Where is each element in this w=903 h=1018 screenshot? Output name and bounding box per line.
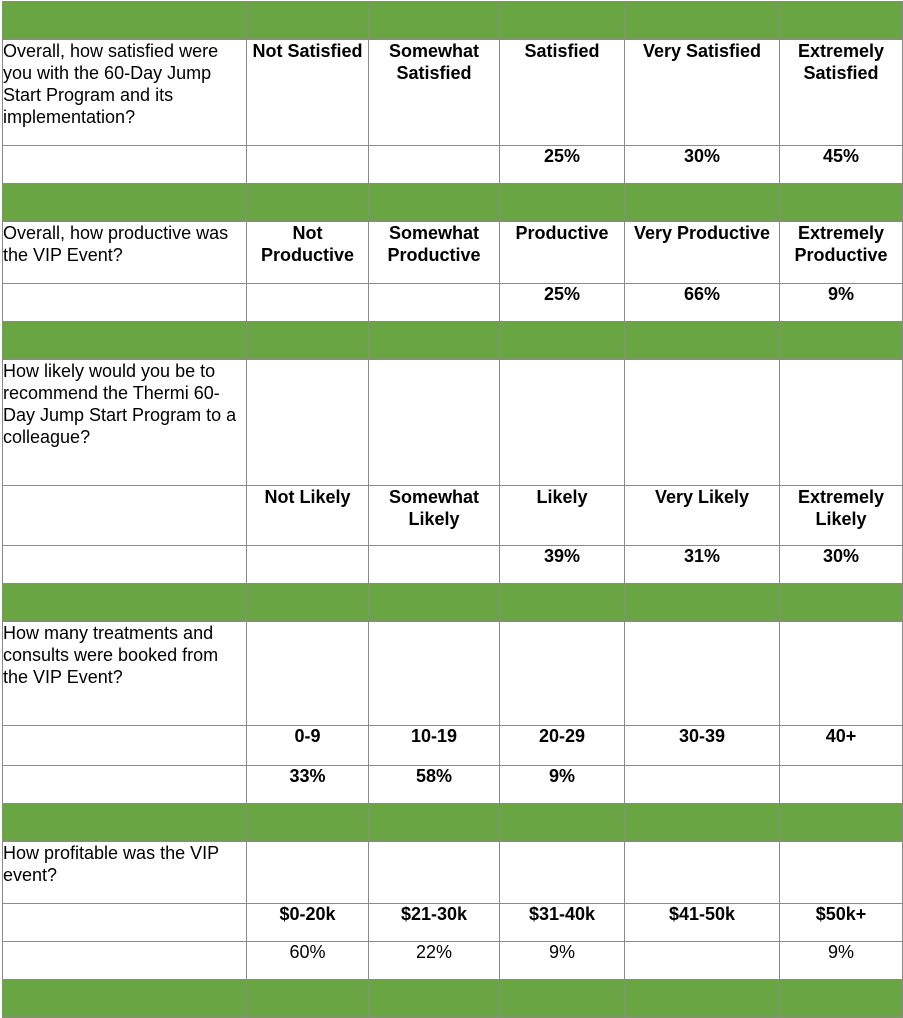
result-value: 9% xyxy=(780,942,903,980)
band-cell xyxy=(500,2,625,40)
result-value xyxy=(247,546,369,584)
empty-cell xyxy=(3,726,247,766)
band-cell xyxy=(780,804,903,842)
band-cell xyxy=(369,804,500,842)
empty-cell xyxy=(625,842,780,904)
result-value: 66% xyxy=(625,284,780,322)
band-cell xyxy=(3,804,247,842)
band-cell xyxy=(780,322,903,360)
empty-cell xyxy=(500,360,625,486)
band-cell xyxy=(625,980,780,1018)
green-band-row xyxy=(3,184,903,222)
option-header: Satisfied xyxy=(500,40,625,146)
survey-results-table xyxy=(2,1,903,1018)
question-row-treatments xyxy=(3,622,903,726)
band-cell xyxy=(247,2,369,40)
question-text: How many treatments and consults were booked from the VIP Event? xyxy=(3,622,247,726)
result-value: 9% xyxy=(500,942,625,980)
result-value: 9% xyxy=(780,284,903,322)
result-value: 45% xyxy=(780,146,903,184)
result-value: 31% xyxy=(625,546,780,584)
empty-cell xyxy=(780,360,903,486)
band-cell xyxy=(625,2,780,40)
empty-cell xyxy=(3,146,247,184)
band-cell xyxy=(500,804,625,842)
result-value xyxy=(625,766,780,804)
options-row-profitability xyxy=(3,904,903,942)
band-cell xyxy=(500,584,625,622)
empty-cell xyxy=(369,842,500,904)
result-row-treatments xyxy=(3,766,903,804)
band-cell xyxy=(625,804,780,842)
band-cell xyxy=(247,980,369,1018)
option-header: Not Likely xyxy=(247,486,369,546)
result-value: 58% xyxy=(369,766,500,804)
empty-cell xyxy=(369,622,500,726)
option-header: 0-9 xyxy=(247,726,369,766)
option-header: 10-19 xyxy=(369,726,500,766)
question-text: How likely would you be to recommend the Thermi 60-Day Jump Start Program to a colleague? xyxy=(3,360,247,486)
band-cell xyxy=(247,322,369,360)
option-header: 30-39 xyxy=(625,726,780,766)
band-cell xyxy=(500,980,625,1018)
result-row-profitability xyxy=(3,942,903,980)
result-value xyxy=(780,766,903,804)
green-band-row xyxy=(3,804,903,842)
band-cell xyxy=(369,322,500,360)
result-value: 25% xyxy=(500,284,625,322)
option-header: Likely xyxy=(500,486,625,546)
option-header: Not Satisfied xyxy=(247,40,369,146)
result-value: 25% xyxy=(500,146,625,184)
band-cell xyxy=(247,184,369,222)
empty-cell xyxy=(247,842,369,904)
question-text: How profitable was the VIP event? xyxy=(3,842,247,904)
result-value: 33% xyxy=(247,766,369,804)
result-row-recommend xyxy=(3,546,903,584)
empty-cell xyxy=(3,904,247,942)
green-band-row xyxy=(3,980,903,1018)
empty-cell xyxy=(3,546,247,584)
question-text: Overall, how satisfied were you with the 60-Day Jump Start Program and its implementation? xyxy=(3,40,247,146)
band-cell xyxy=(369,2,500,40)
band-cell xyxy=(780,584,903,622)
empty-cell xyxy=(3,942,247,980)
empty-cell xyxy=(369,360,500,486)
result-value xyxy=(369,146,500,184)
band-cell xyxy=(625,584,780,622)
band-cell xyxy=(3,980,247,1018)
option-header: Somewhat Satisfied xyxy=(369,40,500,146)
band-cell xyxy=(369,184,500,222)
result-value: 39% xyxy=(500,546,625,584)
empty-cell xyxy=(247,360,369,486)
empty-cell xyxy=(780,622,903,726)
option-header: Not Productive xyxy=(247,222,369,284)
band-cell xyxy=(3,2,247,40)
result-row-satisfaction xyxy=(3,146,903,184)
band-cell xyxy=(369,584,500,622)
question-row-productivity xyxy=(3,222,903,284)
option-header: Productive xyxy=(500,222,625,284)
green-band-row xyxy=(3,322,903,360)
empty-cell xyxy=(247,622,369,726)
question-row-recommend xyxy=(3,360,903,486)
option-header: $0-20k xyxy=(247,904,369,942)
empty-cell xyxy=(3,766,247,804)
result-value: 22% xyxy=(369,942,500,980)
band-cell xyxy=(625,184,780,222)
option-header: Extremely Productive xyxy=(780,222,903,284)
option-header: $50k+ xyxy=(780,904,903,942)
question-row-satisfaction xyxy=(3,40,903,146)
empty-cell xyxy=(625,622,780,726)
result-row-productivity xyxy=(3,284,903,322)
empty-cell xyxy=(500,842,625,904)
band-cell xyxy=(3,184,247,222)
green-band-row xyxy=(3,584,903,622)
option-header: 20-29 xyxy=(500,726,625,766)
band-cell xyxy=(3,322,247,360)
empty-cell xyxy=(3,284,247,322)
question-row-profitability xyxy=(3,842,903,904)
band-cell xyxy=(247,584,369,622)
green-band-row xyxy=(3,2,903,40)
option-header: Somewhat Likely xyxy=(369,486,500,546)
option-header: 40+ xyxy=(780,726,903,766)
option-header: Extremely Likely xyxy=(780,486,903,546)
empty-cell xyxy=(780,842,903,904)
options-row-recommend xyxy=(3,486,903,546)
option-header: $41-50k xyxy=(625,904,780,942)
result-value xyxy=(369,546,500,584)
options-row-treatments xyxy=(3,726,903,766)
empty-cell xyxy=(3,486,247,546)
result-value xyxy=(625,942,780,980)
band-cell xyxy=(500,322,625,360)
result-value xyxy=(247,284,369,322)
result-value xyxy=(369,284,500,322)
band-cell xyxy=(780,980,903,1018)
option-header: Somewhat Productive xyxy=(369,222,500,284)
result-value xyxy=(247,146,369,184)
result-value: 30% xyxy=(780,546,903,584)
band-cell xyxy=(625,322,780,360)
band-cell xyxy=(500,184,625,222)
band-cell xyxy=(780,184,903,222)
option-header: Very Satisfied xyxy=(625,40,780,146)
band-cell xyxy=(780,2,903,40)
band-cell xyxy=(247,804,369,842)
empty-cell xyxy=(625,360,780,486)
option-header: Very Productive xyxy=(625,222,780,284)
option-header: $31-40k xyxy=(500,904,625,942)
option-header: Very Likely xyxy=(625,486,780,546)
option-header: Extremely Satisfied xyxy=(780,40,903,146)
result-value: 9% xyxy=(500,766,625,804)
result-value: 60% xyxy=(247,942,369,980)
band-cell xyxy=(369,980,500,1018)
empty-cell xyxy=(500,622,625,726)
band-cell xyxy=(3,584,247,622)
option-header: $21-30k xyxy=(369,904,500,942)
result-value: 30% xyxy=(625,146,780,184)
question-text: Overall, how productive was the VIP Event? xyxy=(3,222,247,284)
